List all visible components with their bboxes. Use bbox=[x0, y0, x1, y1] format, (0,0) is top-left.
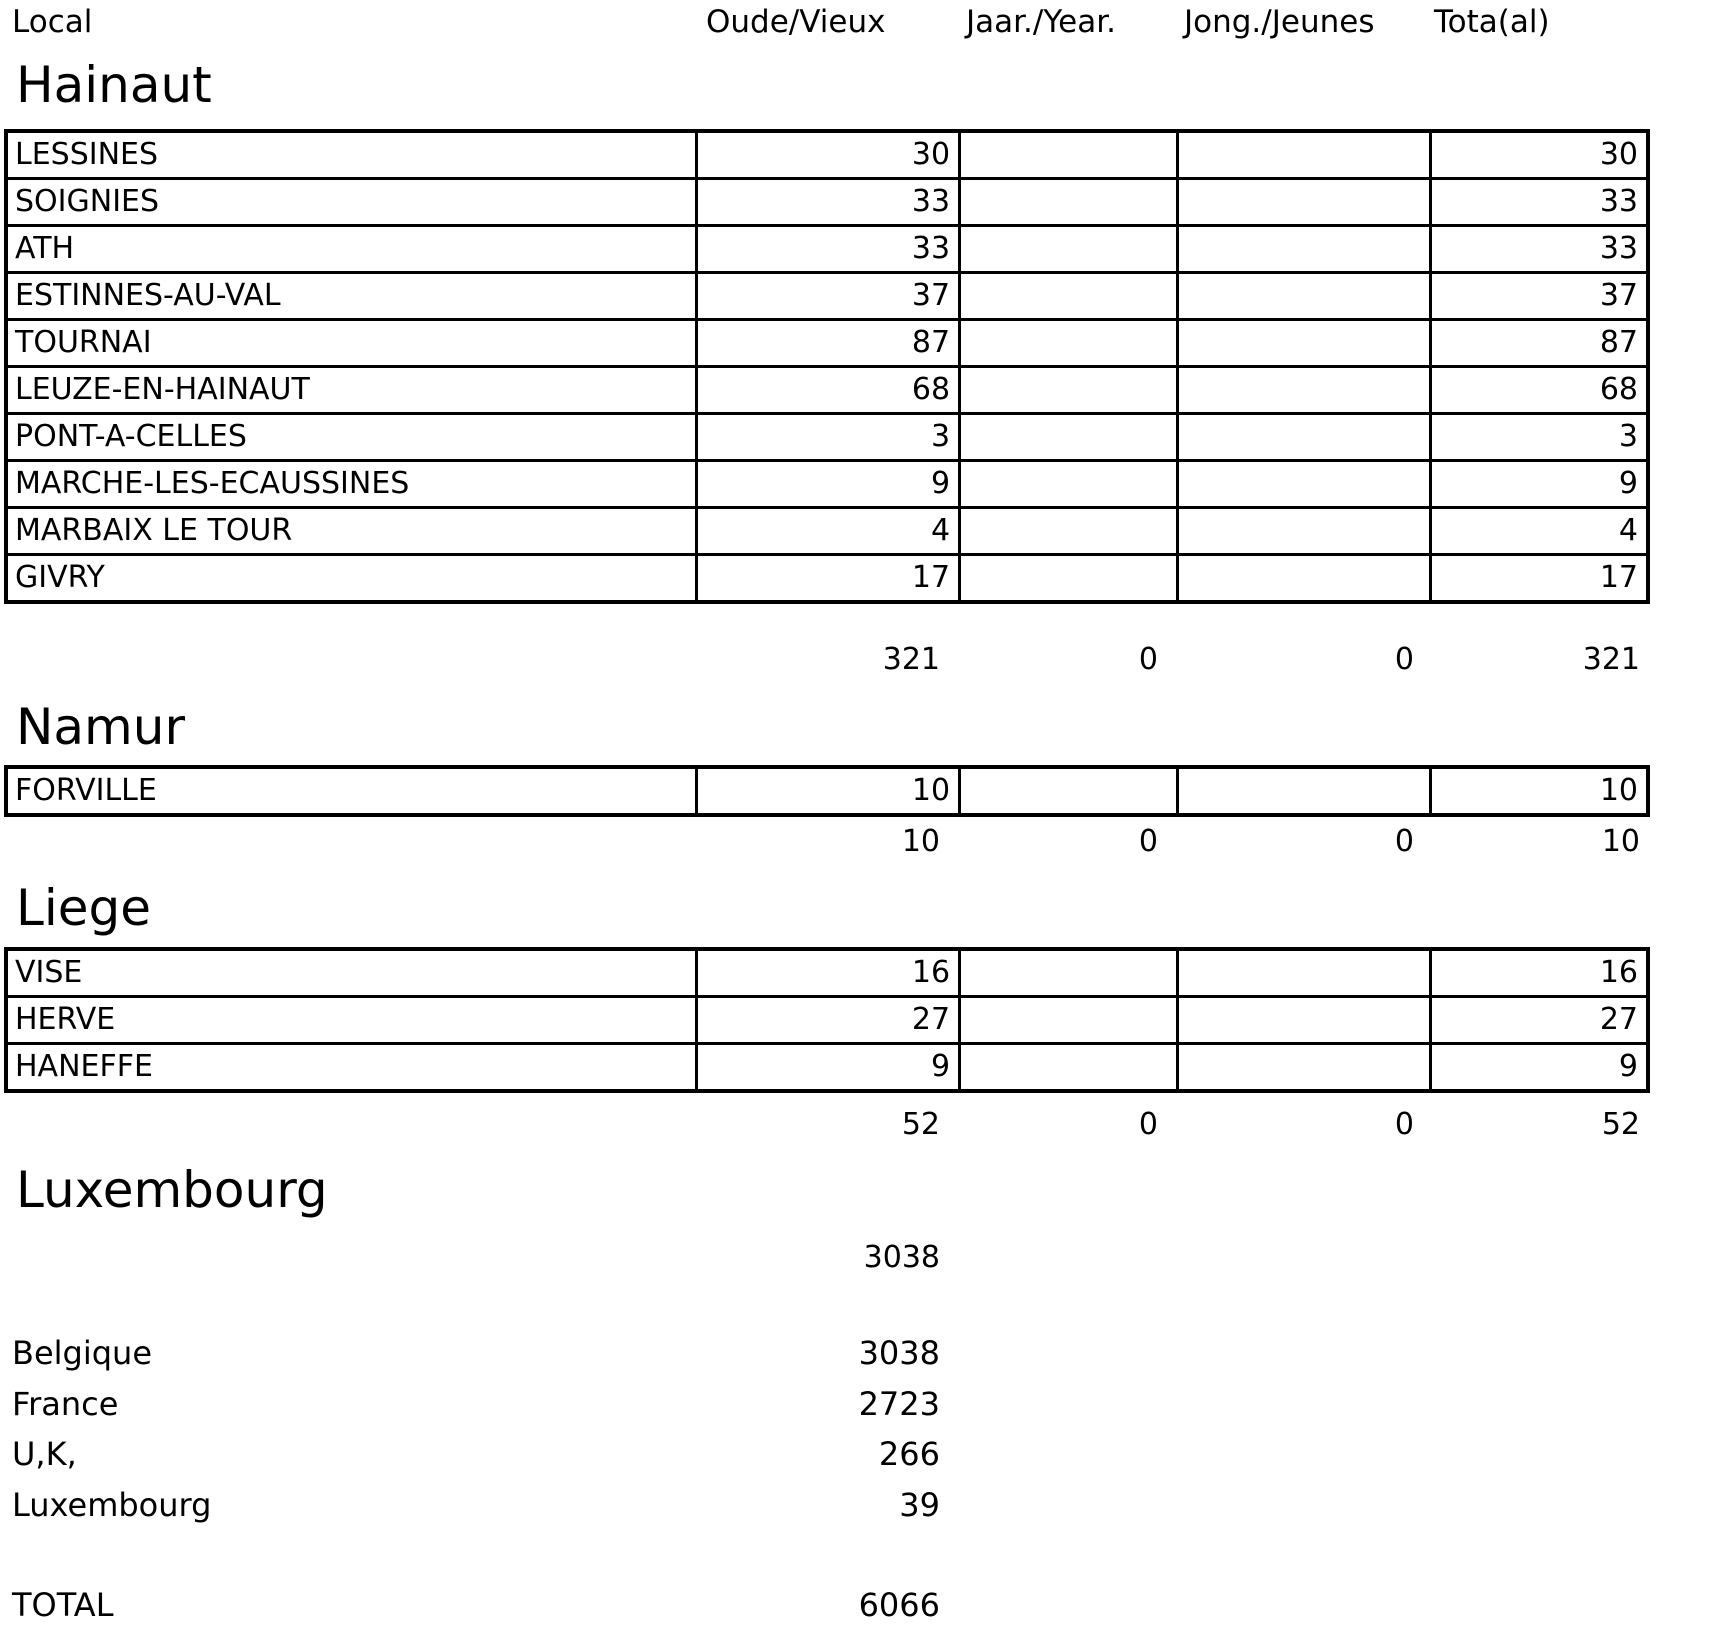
cell-yearlings bbox=[960, 1044, 1178, 1092]
cell-total: 10 bbox=[1431, 767, 1648, 815]
cell-location: LEUZE-EN-HAINAUT bbox=[6, 367, 696, 414]
cell-old: 17 bbox=[696, 555, 959, 603]
cell-location: HANEFFE bbox=[6, 1044, 696, 1092]
cell-young bbox=[1178, 226, 1431, 273]
cell-yearlings bbox=[960, 997, 1178, 1044]
section-title-liege: Liege bbox=[16, 879, 152, 937]
table-row bbox=[6, 131, 1648, 179]
cell-location: VISE bbox=[6, 949, 696, 997]
cell-young bbox=[1178, 767, 1431, 815]
table-row bbox=[6, 179, 1648, 226]
cell-total: 27 bbox=[1431, 997, 1648, 1044]
table-liege bbox=[4, 947, 1650, 1093]
cell-young bbox=[1178, 273, 1431, 320]
table-row bbox=[6, 767, 1648, 815]
subtotal-yearlings: 0 bbox=[1138, 1107, 1158, 1142]
grand-total-label: TOTAL bbox=[12, 1586, 114, 1624]
column-header-young: Jong./Jeunes bbox=[1184, 4, 1375, 40]
cell-old: 9 bbox=[696, 461, 959, 508]
cell-yearlings bbox=[960, 949, 1178, 997]
cell-yearlings bbox=[960, 461, 1178, 508]
subtotal-old: 10 bbox=[901, 824, 940, 859]
subtotal-yearlings: 0 bbox=[1138, 824, 1158, 859]
cell-young bbox=[1178, 320, 1431, 367]
country-label: France bbox=[12, 1385, 119, 1423]
country-value: 39 bbox=[899, 1486, 940, 1524]
country-label: U,K, bbox=[12, 1435, 77, 1473]
subtotal-young: 0 bbox=[1394, 642, 1414, 677]
cell-location: MARBAIX LE TOUR bbox=[6, 508, 696, 555]
cell-old: 33 bbox=[696, 179, 959, 226]
table-row bbox=[6, 555, 1648, 603]
cell-yearlings bbox=[960, 508, 1178, 555]
country-value: 2723 bbox=[858, 1385, 940, 1423]
cell-old: 3 bbox=[696, 414, 959, 461]
country-label: Belgique bbox=[12, 1334, 153, 1372]
table-row bbox=[6, 226, 1648, 273]
table-row bbox=[6, 273, 1648, 320]
cell-yearlings bbox=[960, 226, 1178, 273]
section-title-hainaut: Hainaut bbox=[16, 56, 212, 114]
cell-total: 4 bbox=[1431, 508, 1648, 555]
cell-total: 9 bbox=[1431, 461, 1648, 508]
column-header-yearlings: Jaar./Year. bbox=[966, 4, 1116, 40]
cell-young bbox=[1178, 949, 1431, 997]
cell-location: MARCHE-LES-ECAUSSINES bbox=[6, 461, 696, 508]
cell-yearlings bbox=[960, 179, 1178, 226]
cell-old: 9 bbox=[696, 1044, 959, 1092]
table-row bbox=[6, 508, 1648, 555]
column-header-local: Local bbox=[12, 4, 93, 40]
cell-total: 33 bbox=[1431, 179, 1648, 226]
subtotal-total: 52 bbox=[1601, 1107, 1640, 1142]
cell-old: 87 bbox=[696, 320, 959, 367]
cell-location: GIVRY bbox=[6, 555, 696, 603]
cell-young bbox=[1178, 367, 1431, 414]
cell-old: 27 bbox=[696, 997, 959, 1044]
cell-yearlings bbox=[960, 555, 1178, 603]
cell-total: 16 bbox=[1431, 949, 1648, 997]
section-title-namur: Namur bbox=[16, 698, 185, 756]
subtotal-old: 52 bbox=[901, 1107, 940, 1142]
cell-total: 37 bbox=[1431, 273, 1648, 320]
cell-total: 87 bbox=[1431, 320, 1648, 367]
cell-old: 16 bbox=[696, 949, 959, 997]
section-title-luxembourg: Luxembourg bbox=[16, 1161, 328, 1219]
table-row bbox=[6, 949, 1648, 997]
cell-total: 17 bbox=[1431, 555, 1648, 603]
subtotal-yearlings: 0 bbox=[1138, 642, 1158, 677]
country-value: 3038 bbox=[858, 1334, 940, 1372]
cell-yearlings bbox=[960, 273, 1178, 320]
subtotal-total: 321 bbox=[1582, 642, 1640, 677]
cell-location: HERVE bbox=[6, 997, 696, 1044]
subtotal-old: 3038 bbox=[863, 1240, 940, 1275]
cell-total: 30 bbox=[1431, 131, 1648, 179]
cell-yearlings bbox=[960, 767, 1178, 815]
cell-old: 33 bbox=[696, 226, 959, 273]
cell-old: 10 bbox=[696, 767, 959, 815]
cell-young bbox=[1178, 1044, 1431, 1092]
cell-location: ATH bbox=[6, 226, 696, 273]
cell-location: SOIGNIES bbox=[6, 179, 696, 226]
cell-old: 68 bbox=[696, 367, 959, 414]
subtotal-young: 0 bbox=[1394, 824, 1414, 859]
cell-young bbox=[1178, 414, 1431, 461]
cell-young bbox=[1178, 508, 1431, 555]
cell-location: ESTINNES-AU-VAL bbox=[6, 273, 696, 320]
cell-total: 68 bbox=[1431, 367, 1648, 414]
country-label: Luxembourg bbox=[12, 1486, 212, 1524]
table-row bbox=[6, 461, 1648, 508]
cell-young bbox=[1178, 997, 1431, 1044]
cell-old: 37 bbox=[696, 273, 959, 320]
table-row bbox=[6, 997, 1648, 1044]
cell-young bbox=[1178, 179, 1431, 226]
table-row bbox=[6, 367, 1648, 414]
cell-old: 30 bbox=[696, 131, 959, 179]
country-value: 266 bbox=[878, 1435, 940, 1473]
subtotal-young: 0 bbox=[1394, 1107, 1414, 1142]
cell-yearlings bbox=[960, 367, 1178, 414]
column-header-total: Tota(al) bbox=[1434, 4, 1550, 40]
cell-young bbox=[1178, 131, 1431, 179]
table-namur bbox=[4, 765, 1650, 817]
cell-young bbox=[1178, 555, 1431, 603]
column-header-old: Oude/Vieux bbox=[706, 4, 886, 40]
cell-total: 33 bbox=[1431, 226, 1648, 273]
grand-total-value: 6066 bbox=[858, 1586, 940, 1624]
subtotal-total: 10 bbox=[1601, 824, 1640, 859]
cell-yearlings bbox=[960, 131, 1178, 179]
cell-total: 9 bbox=[1431, 1044, 1648, 1092]
cell-location: TOURNAI bbox=[6, 320, 696, 367]
table-row bbox=[6, 1044, 1648, 1092]
table-hainaut bbox=[4, 129, 1650, 604]
cell-total: 3 bbox=[1431, 414, 1648, 461]
cell-young bbox=[1178, 461, 1431, 508]
table-row bbox=[6, 320, 1648, 367]
cell-yearlings bbox=[960, 414, 1178, 461]
cell-location: FORVILLE bbox=[6, 767, 696, 815]
cell-old: 4 bbox=[696, 508, 959, 555]
cell-location: PONT-A-CELLES bbox=[6, 414, 696, 461]
subtotal-old: 321 bbox=[882, 642, 940, 677]
cell-yearlings bbox=[960, 320, 1178, 367]
cell-location: LESSINES bbox=[6, 131, 696, 179]
table-row bbox=[6, 414, 1648, 461]
